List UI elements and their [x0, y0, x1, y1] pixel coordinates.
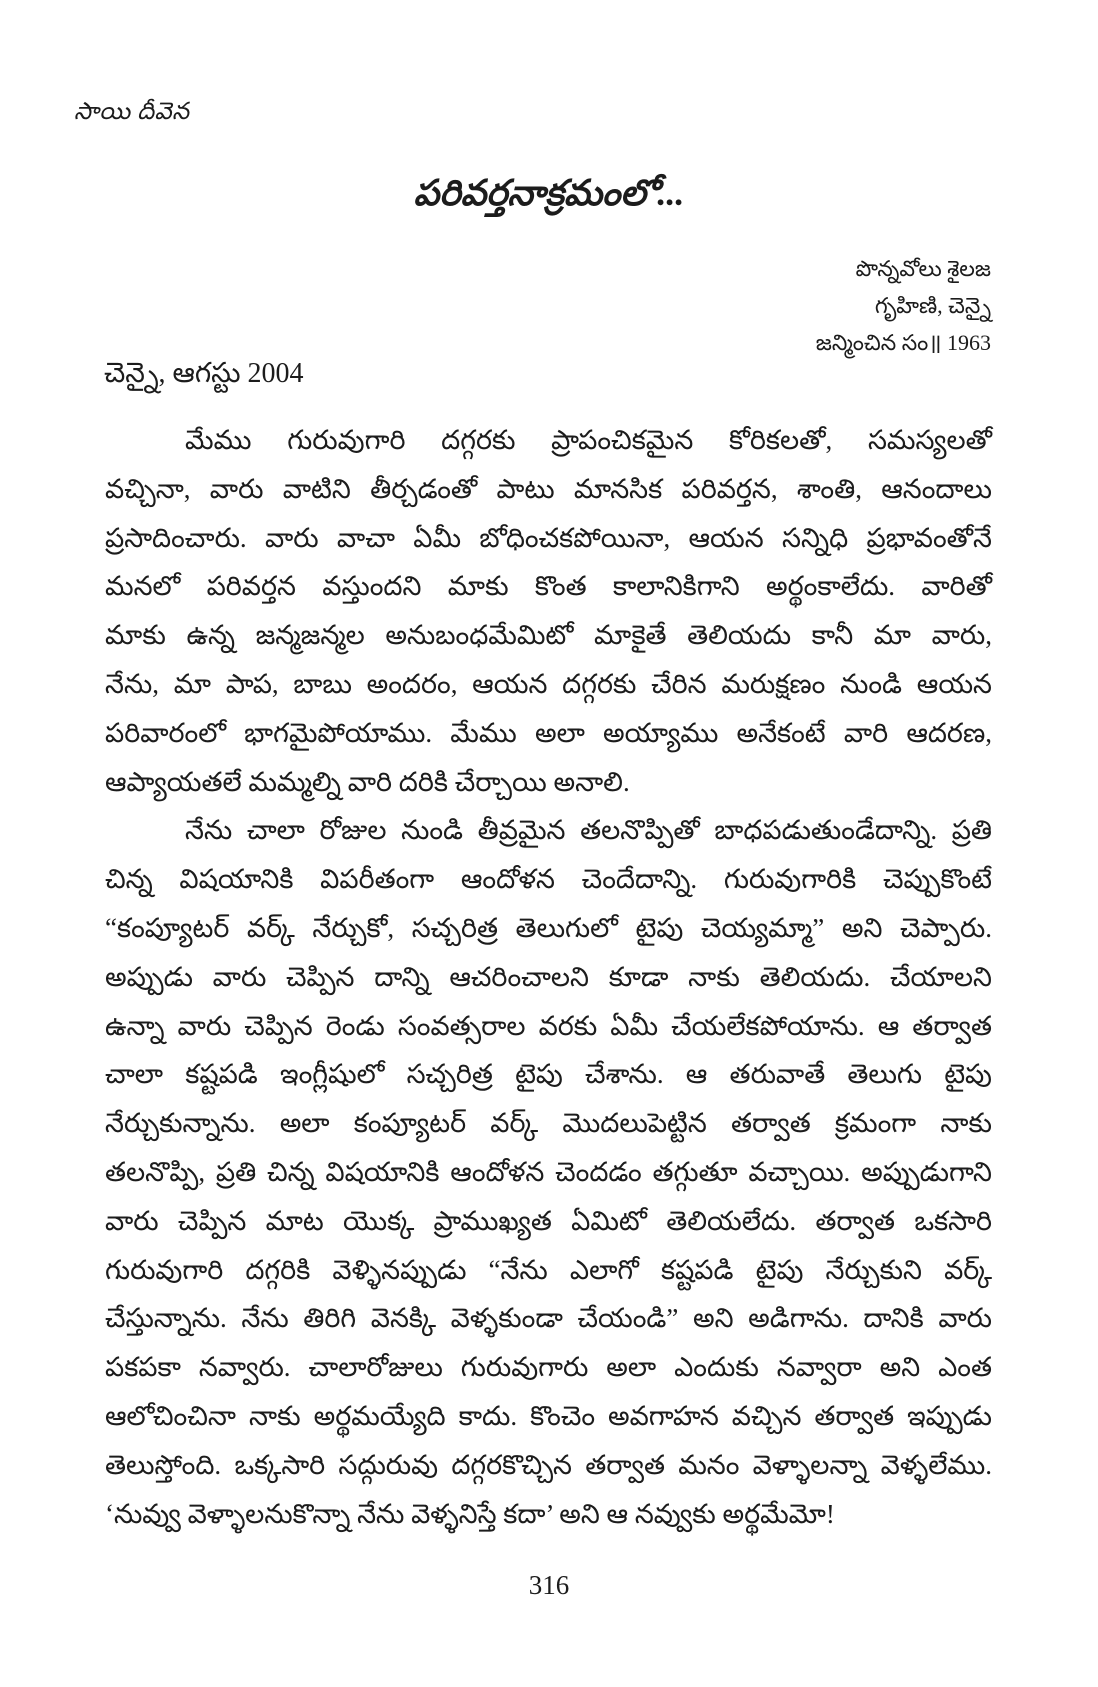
body-line: ప్రసాదించారు. వారు వాచా ఏమీ బోధించకపోయినా, ఆయన సన్నిధి ప్రభావంతోనే — [105, 522, 992, 553]
dateline: చెన్నై, ఆగస్టు 2004 — [104, 358, 304, 389]
body-line: పకపకా నవ్వారు. చాలారోజులు గురువుగారు అలా ఎందుకు నవ్వారా అని ఎంత — [105, 1352, 992, 1383]
chapter-title: పరివర్తనాక్రమంలో... — [413, 173, 685, 213]
running-header: సాయి దీవెన — [74, 99, 190, 125]
body-line: ఆప్యాయతలే మమ్మల్ని వారి దరికి చేర్చాయి అనాలి. — [105, 766, 630, 797]
body-line: వచ్చినా, వారు వాటిని తీర్చడంతో పాటు మానసిక పరివర్తన, శాంతి, ఆనందాలు — [105, 473, 992, 504]
body-line: నేర్చుకున్నాను. అలా కంప్యూటర్ వర్క్ మొదలుపెట్టిన తర్వాత క్రమంగా నాకు — [105, 1108, 992, 1139]
author-occupation: గృహిణి, చెన్నై — [874, 293, 991, 318]
author-name: పొన్నవోలు శైలజ — [855, 256, 991, 281]
author-birth-year: జన్మించిన సం॥ 1963 — [815, 330, 991, 355]
body-line: ఆలోచించినా నాకు అర్థమయ్యేది కాదు. కొంచెం అవగాహన వచ్చిన తర్వాత ఇప్పుడు — [105, 1400, 992, 1431]
body-line: మనలో పరివర్తన వస్తుందని మాకు కొంత కాలానికిగాని అర్థంకాలేదు. వారితో — [105, 571, 992, 602]
body-line: ‘నువ్వు వెళ్ళాలనుకొన్నా నేను వెళ్ళనిస్తే కదా’ అని ఆ నవ్వుకు అర్థమేమో! — [105, 1498, 835, 1529]
author-block — [816, 250, 991, 361]
paragraph — [105, 416, 992, 806]
body-line: నేను, మా పాప, బాబు అందరం, ఆయన దగ్గరకు చేరిన మరుక్షణం నుండి ఆయన — [105, 668, 992, 699]
body-line: గురువుగారి దగ్గరికి వెళ్ళినప్పుడు “నేను ఎలాగో కష్టపడి టైపు నేర్చుకుని వర్క్ — [105, 1254, 992, 1285]
body-line: పరివారంలో భాగమైపోయాము. మేము అలా అయ్యాము అనేకంటే వారి ఆదరణ, — [105, 717, 992, 748]
body-line: చేస్తున్నాను. నేను తిరిగి వెనక్కి వెళ్ళకుండా చేయండి” అని అడిగాను. దానికి వారు — [105, 1303, 992, 1334]
body-line: నేను చాలా రోజుల నుండి తీవ్రమైన తలనొప్పితో బాధపడుతుండేదాన్ని. ప్రతి — [185, 815, 992, 846]
body-line: అప్పుడు వారు చెప్పిన దాన్ని ఆచరించాలని కూడా నాకు తెలియదు. చేయాలని — [105, 961, 992, 992]
body-text — [105, 416, 992, 1538]
body-line: మేము గురువుగారి దగ్గరకు ప్రాపంచికమైన కోరికలతో, సమస్యలతో — [185, 425, 992, 455]
body-line: చిన్న విషయానికి విపరీతంగా ఆందోళన చెందేదాన్ని. గురువుగారికి చెప్పుకొంటే — [105, 864, 992, 895]
body-line: చాలా కష్టపడి ఇంగ్లీషులో సచ్చరిత్ర టైపు చేశాను. ఆ తరువాతే తెలుగు టైపు — [105, 1059, 992, 1090]
body-line: తలనొప్పి, ప్రతి చిన్న విషయానికి ఆందోళన చెందడం తగ్గుతూ వచ్చాయి. అప్పుడుగాని — [105, 1156, 992, 1187]
body-line: “కంప్యూటర్ వర్క్ నేర్చుకో, సచ్చరిత్ర తెలుగులో టైపు చెయ్యమ్మా” అని చెప్పారు. — [105, 912, 992, 943]
page-number: 316 — [528, 1570, 570, 1600]
paragraph — [105, 806, 992, 1538]
body-line: మాకు ఉన్న జన్మజన్మల అనుబంధమేమిటో మాకైతే తెలియదు కానీ మా వారు, — [105, 620, 992, 651]
body-line: తెలుస్తోంది. ఒక్కసారి సద్గురువు దగ్గరకొచ్చిన తర్వాత మనం వెళ్ళాలన్నా వెళ్ళలేము. — [105, 1449, 992, 1480]
body-line: వారు చెప్పిన మాట యొక్క ప్రాముఖ్యత ఏమిటో తెలియలేదు. తర్వాత ఒకసారి — [105, 1205, 992, 1236]
body-line: ఉన్నా వారు చెప్పిన రెండు సంవత్సరాల వరకు ఏమీ చేయలేకపోయాను. ఆ తర్వాత — [105, 1010, 992, 1041]
